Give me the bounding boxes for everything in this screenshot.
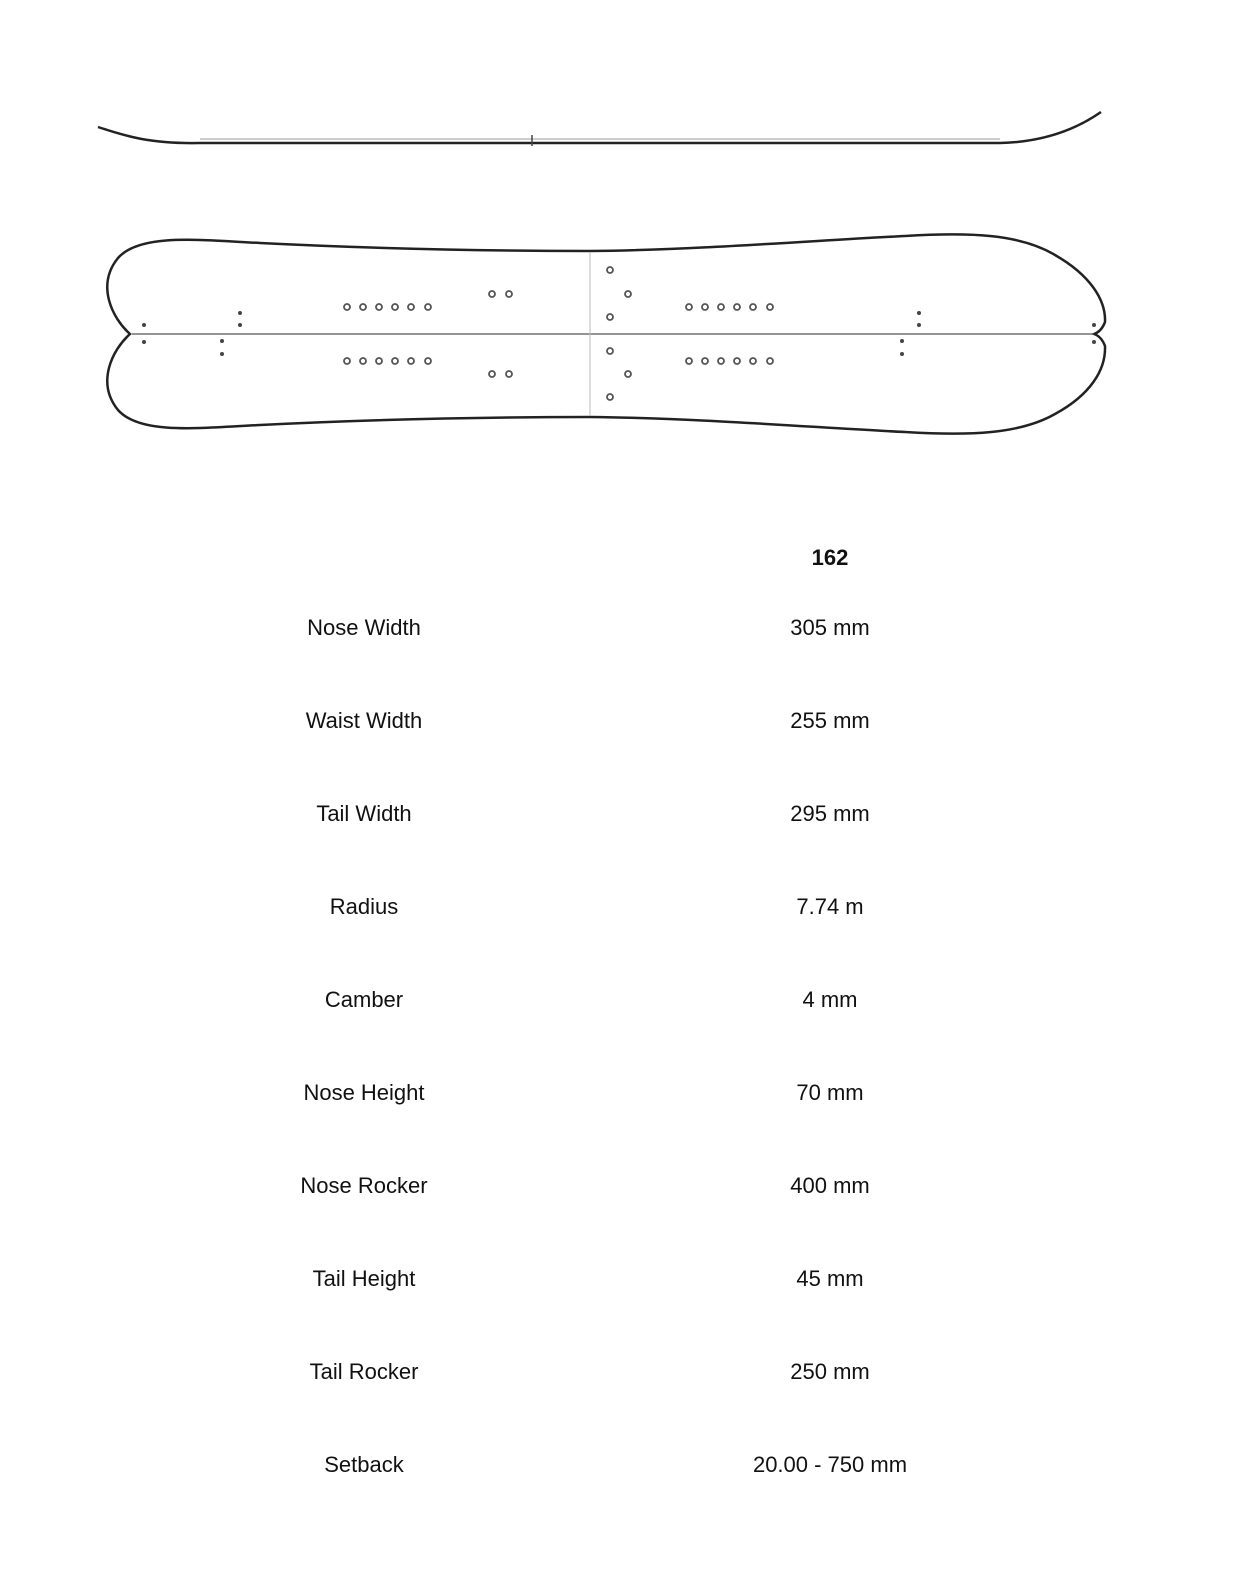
spec-value: 305 mm (790, 615, 870, 640)
board-top-outline (107, 234, 1105, 433)
spec-value: 20.00 - 750 mm (752, 1452, 908, 1477)
spec-row-camber (0, 972, 1236, 1028)
spec-value: 250 mm (790, 1359, 870, 1384)
spec-label: Camber (324, 987, 404, 1012)
spec-value: 70 mm (796, 1080, 864, 1105)
spec-row-waist-width (0, 693, 1236, 749)
snowboard-drawing (0, 0, 1236, 500)
size-heading: 162 (811, 545, 849, 570)
spec-label: Nose Width (307, 615, 421, 640)
spec-row-tail-width (0, 786, 1236, 842)
snowboard-diagram (0, 0, 1236, 500)
spec-header (0, 530, 1236, 586)
spec-row-radius (0, 879, 1236, 935)
spec-label: Waist Width (305, 708, 423, 733)
spec-value: 7.74 m (796, 894, 864, 919)
spec-row-nose-rocker (0, 1158, 1236, 1214)
board-side-profile (98, 112, 1101, 146)
spec-row-nose-height (0, 1065, 1236, 1121)
spec-row-tail-height (0, 1251, 1236, 1307)
spec-label: Radius (329, 894, 399, 919)
spec-label: Setback (324, 1452, 404, 1477)
spec-value: 255 mm (790, 708, 870, 733)
spec-value: 400 mm (790, 1173, 870, 1198)
spec-label: Tail Rocker (309, 1359, 419, 1384)
spec-label: Tail Width (316, 801, 412, 826)
spec-value: 4 mm (802, 987, 858, 1012)
spec-value: 45 mm (796, 1266, 864, 1291)
spec-value: 295 mm (790, 801, 870, 826)
spec-row-tail-rocker (0, 1344, 1236, 1400)
spec-label: Nose Rocker (300, 1173, 428, 1198)
spec-label: Nose Height (303, 1080, 425, 1105)
spec-row-nose-width (0, 600, 1236, 656)
spec-label: Tail Height (312, 1266, 416, 1291)
spec-row-setback (0, 1437, 1236, 1493)
